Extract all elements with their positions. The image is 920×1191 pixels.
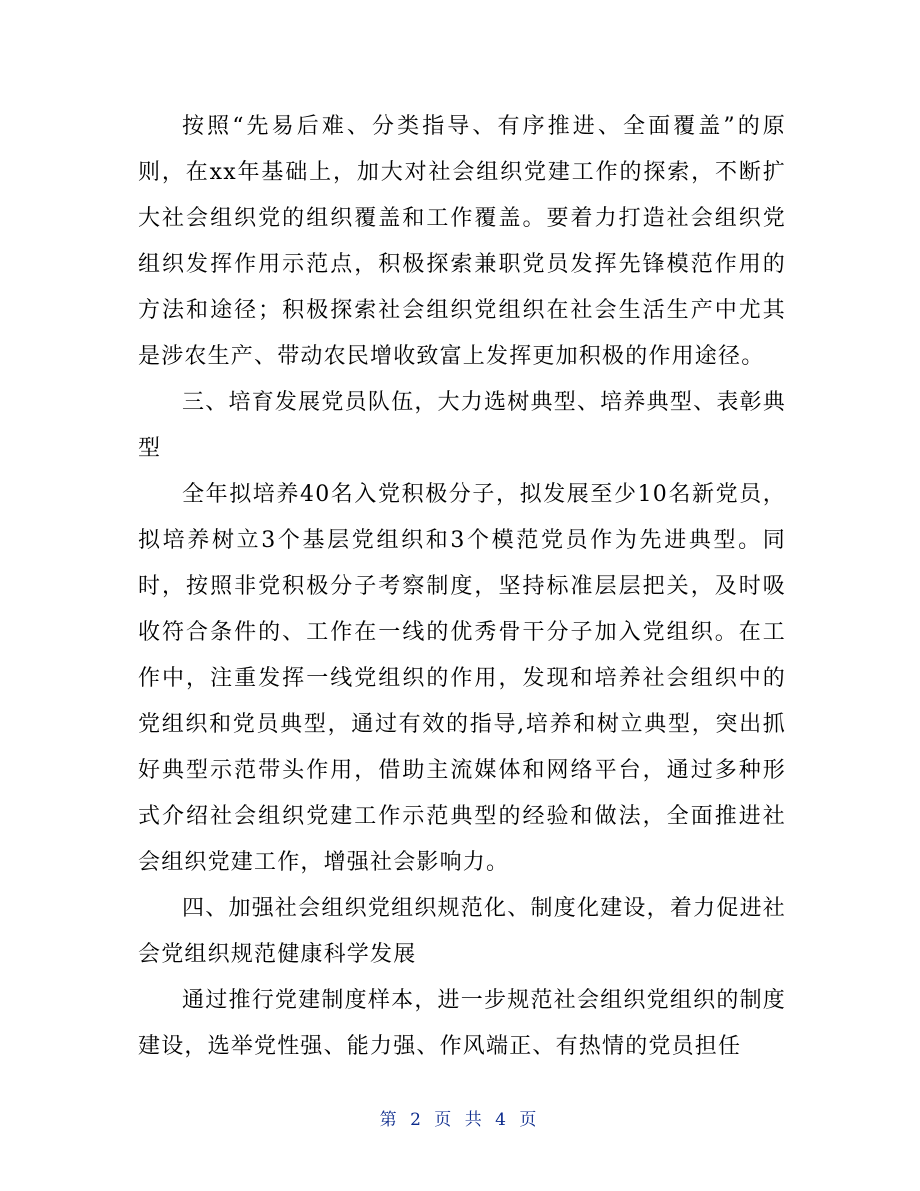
page-number-footer: 第 2 页 共 4 页	[379, 1110, 541, 1130]
section-heading-three: 三、培育发展党员队伍，大力选树典型、培养典型、表彰典型	[138, 390, 786, 461]
paragraph-institution-building: 通过推行党建制度样本，进一步规范社会组织党组织的制度建设，选举党性强、能力强、作风端正、有热情的党员担任	[138, 988, 786, 1059]
document-body	[138, 104, 786, 1070]
paragraph-organization-coverage: 按照“先易后难、分类指导、有序推进、全面覆盖”的原则，在xx年基础上，加大对社会组织党建工作的探索，不断扩大社会组织党的组织覆盖和工作覆盖。要着力打造社会组织党组织发挥作用示范点，积极探索兼职党员发挥先锋模范作用的方法和途径；积极探索社会组织党组织在社会生活生产中尤其是涉农生产、带动农民增收致富上发挥更加积极的作用途径。	[138, 114, 786, 369]
paragraph-member-development: 全年拟培养40名入党积极分子，拟发展至少10名新党员，拟培养树立3个基层党组织和3个模范党员作为先进典型。同时，按照非党积极分子考察制度，坚持标准层层把关，及时吸收符合条件的、工作在一线的优秀骨干分子加入党组织。在工作中，注重发挥一线党组织的作用，发现和培养社会组织中的党组织和党员典型，通过有效的指导,培养和树立典型，突出抓好典型示范带头作用，借助主流媒体和网络平台，通过多种形式介绍社会组织党建工作示范典型的经验和做法，全面推进社会组织党建工作，增强社会影响力。	[138, 482, 786, 875]
section-heading-four: 四、加强社会组织党组织规范化、制度化建设，着力促进社会党组织规范健康科学发展	[138, 896, 786, 967]
